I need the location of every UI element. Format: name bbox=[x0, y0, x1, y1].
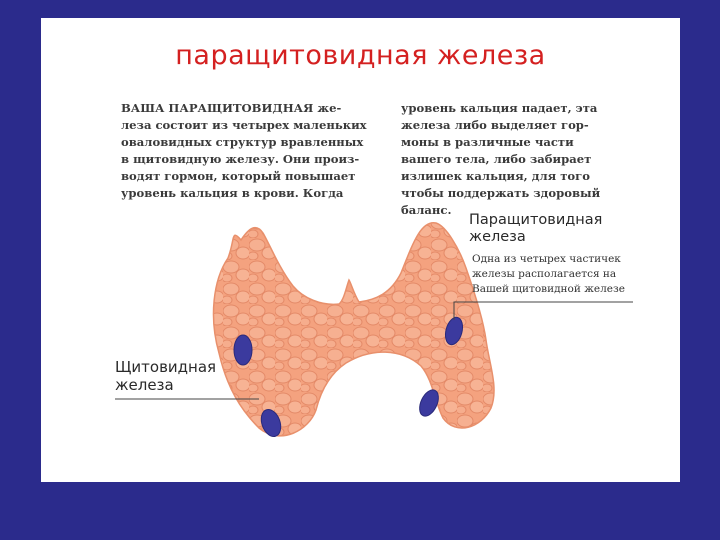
parathyroid-label: Паращитовидная железа bbox=[469, 212, 603, 245]
slide-title: паращитовидная железа bbox=[175, 40, 546, 71]
description-left: ВАША ПАРАЩИТОВИДНАЯ же- леза состоит из четырех маленьких оваловидных структур вравленных в щитовидную железу. Они произ- водят гормон, который повышает уровень кальция в крови. Когда bbox=[121, 101, 367, 200]
parathyroid-note: Одна из четырех частичек железы располагается на Вашей щитовидной железе bbox=[472, 253, 625, 295]
thyroid-label: Щитовидная железа bbox=[115, 358, 217, 394]
slide bbox=[41, 18, 680, 482]
thyroid-illustration bbox=[41, 18, 680, 482]
parathyroid-gland-left-upper bbox=[234, 335, 252, 365]
description-right: уровень кальция падает, эта железа либо выделяет гор- моны в различные части вашего тела, либо забирает излишек кальция, для того чтобы поддержать здоровый баланс. bbox=[401, 101, 601, 217]
